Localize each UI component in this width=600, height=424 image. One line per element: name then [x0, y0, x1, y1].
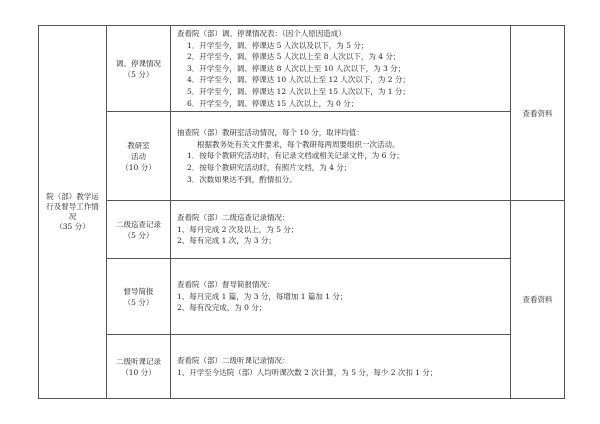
category-cell [39, 26, 107, 399]
criteria-line: 1．开学至今，调、停课达 5 人次以及以下，为 5 分； [187, 40, 369, 50]
criteria-line: 1、每月完成 1 篇，为 3 分，每增加 1 篇加 1 分； [177, 291, 348, 301]
item-score: （10 分） [121, 367, 156, 377]
category-name: 院（部）教学运行及督导工作情况 [46, 192, 99, 222]
criteria-line: 5．开学至今，调、停课达 12 人次以上至 15 人次以下，为 1 分； [187, 86, 410, 96]
criteria-cell [171, 201, 511, 259]
category-score: （35 分） [55, 222, 90, 232]
check-label: 查看资料 [522, 295, 553, 305]
criteria-line: 1、每月完成 2 次及以上，为 5 分； [177, 224, 299, 234]
criteria-title: 查看院（部）调、停课情况表：（因个人原因造成） [177, 29, 346, 38]
table-row [39, 259, 565, 335]
criteria-line: 2、每有完成 1 次，为 3 分； [177, 236, 276, 246]
evaluation-table [38, 25, 565, 399]
criteria-cell [171, 335, 511, 399]
evaluation-sheet [38, 25, 564, 399]
check-cell [511, 201, 565, 399]
criteria-line: 2．按每个教研究活动时，有照片文档，为 4 分； [187, 162, 352, 172]
criteria-cell [171, 259, 511, 335]
check-cell [511, 26, 565, 201]
criteria-line: 6．开学至今，调、停课达 15 人次以上，为 0 分； [187, 98, 359, 108]
item-cell [107, 259, 171, 335]
item-score: （5 分） [123, 297, 154, 307]
criteria-line: 4．开学至今，调、停课达 10 人次以上至 12 人次以下，为 2 分； [187, 75, 410, 85]
item-cell [107, 26, 171, 112]
criteria-title: 查看院（部）督导简报情况： [177, 280, 275, 290]
check-label: 查看资料 [522, 108, 553, 118]
criteria-cell [171, 112, 511, 201]
table-row [39, 335, 565, 399]
criteria-line: 3．开学至今，调、停课达 8 人次以上至 10 人次以下，为 3 分； [187, 63, 406, 73]
item-score: （10 分） [121, 162, 156, 172]
item-name: 二级听课记录 [116, 356, 161, 366]
criteria-cell [171, 26, 511, 112]
criteria-line: 2、每有没完成，为 0 分； [177, 303, 267, 313]
item-cell [107, 112, 171, 201]
criteria-title: 查看院（部）二级巡查记录情况： [177, 213, 290, 223]
criteria-note: 根据教务处有关文件要求，每个教研每两周要组织一次活动。 [197, 139, 400, 149]
item-cell [107, 201, 171, 259]
criteria-title: 查看院（部）二级听课记录情况： [177, 356, 290, 366]
criteria-line: 2．开学至今，调、停课达 5 人次以上至 8 人次以下，为 4 分； [187, 52, 401, 62]
item-cell [107, 335, 171, 399]
table-row [39, 201, 565, 259]
table-row [39, 112, 565, 201]
criteria-line: 1．按每个教研究活动时，有记录文档或相关记录文件，为 6 分； [187, 151, 404, 161]
item-score: （5 分） [123, 230, 154, 240]
table-row [39, 26, 565, 112]
item-score: （5 分） [123, 69, 154, 79]
item-name: 二级巡查记录 [116, 219, 161, 229]
item-name: 督导简报 [123, 286, 154, 296]
criteria-line: 3．次数如果达不到，酌情扣分。 [187, 174, 297, 184]
criteria-line: 1、开学至今达院（部）人均听课次数 2 次计算，为 5 分，每少 2 次扣 1 分； [177, 367, 438, 377]
item-name: 调、停课情况 [116, 58, 161, 68]
item-name-part: 教研室 [127, 140, 150, 150]
item-name-part: 活动 [131, 151, 146, 161]
criteria-title: 抽查院（部）教研室活动情况，每个 10 分，取评均值： [177, 128, 364, 138]
